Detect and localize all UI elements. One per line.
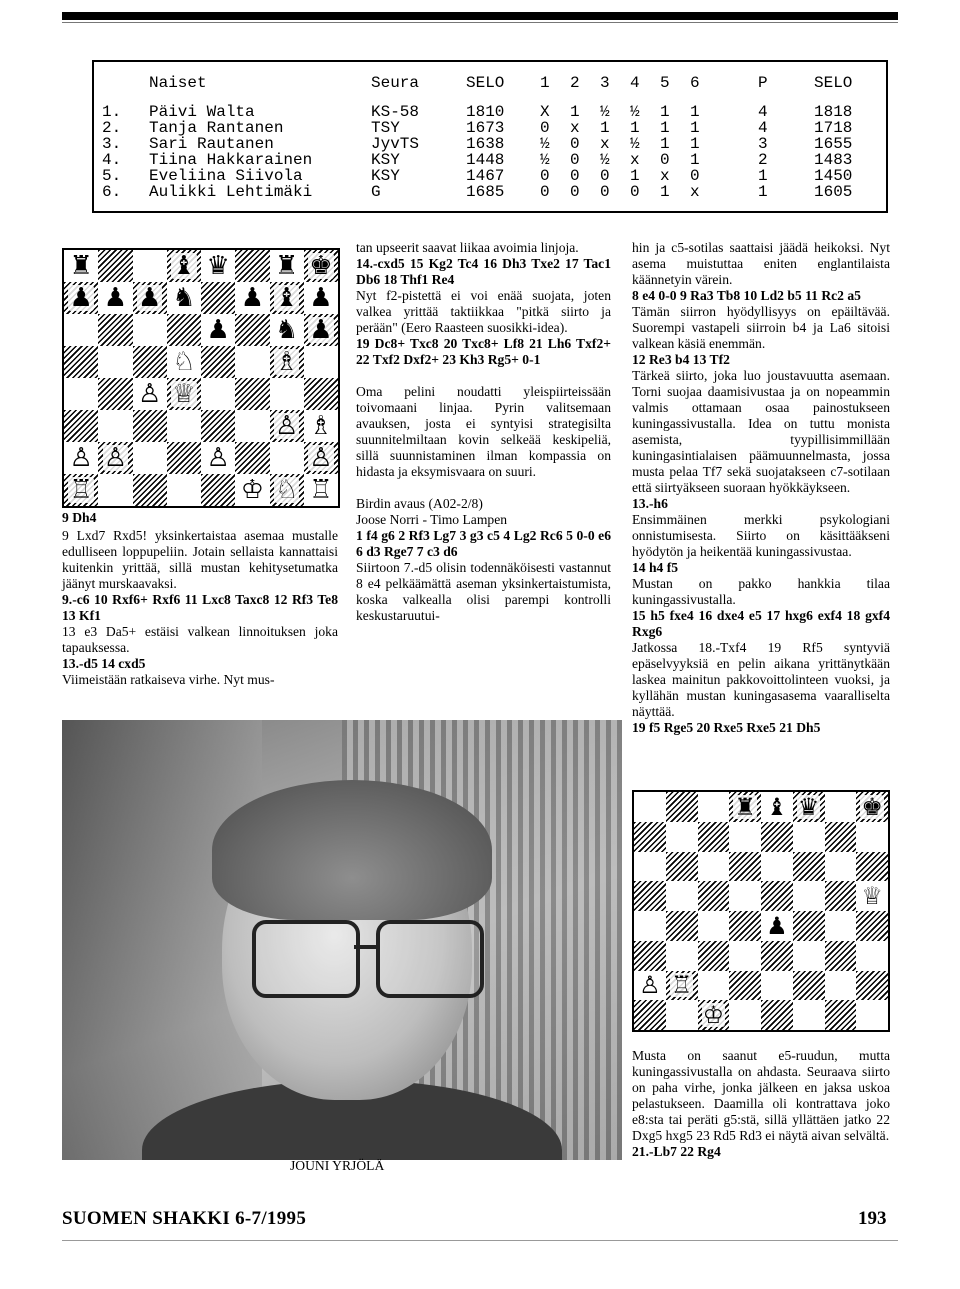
footer-magazine: SUOMEN SHAKKI 6-7/1995 — [62, 1208, 307, 1229]
chess-piece: ♟ — [206, 315, 230, 345]
photo-glasses-left — [252, 920, 360, 998]
board-square — [98, 474, 132, 506]
round-result: ½ — [630, 103, 640, 121]
round-result: 0 — [570, 167, 580, 185]
round-result: ½ — [630, 135, 640, 153]
top-rule-thin — [62, 22, 898, 23]
board-square — [64, 378, 98, 410]
chess-piece: ♜ — [274, 251, 299, 281]
round-result: 1 — [690, 103, 700, 121]
chess-piece: ♘ — [172, 347, 196, 377]
board-square — [666, 881, 698, 911]
board-square — [634, 1000, 666, 1030]
commentary-paragraph: Tämän siirron hyödyllisyys on epäiltävää. Suorempi vastapeli siirroin b4 ja La6 sitoisi valkean käsiä enemmän. — [632, 304, 890, 351]
chess-piece: ♖ — [670, 971, 693, 1000]
header-naiset: Naiset — [149, 74, 207, 92]
chess-diagram-1 — [62, 248, 340, 508]
board-square — [201, 346, 235, 378]
board-square — [201, 314, 235, 346]
row-rank: 6. — [102, 183, 122, 201]
board-square — [201, 378, 235, 410]
board-square — [666, 822, 698, 852]
commentary-paragraph: Joose Norri - Timo Lampen — [356, 512, 508, 527]
chess-diagram-2 — [632, 790, 890, 1032]
board-square — [856, 911, 888, 941]
round-result: 0 — [570, 151, 580, 169]
board-square — [793, 911, 825, 941]
board-square — [64, 282, 98, 314]
board-square — [304, 282, 338, 314]
round-result: 1 — [690, 119, 700, 137]
chess-piece: ♝ — [274, 283, 299, 313]
column-1-text — [62, 528, 338, 688]
player-club: KSY — [371, 151, 400, 169]
round-result: 1 — [600, 119, 610, 137]
standings-table — [92, 60, 888, 213]
round-result: 1 — [690, 135, 700, 153]
player-name: Tiina Hakkarainen — [149, 151, 313, 169]
chess-piece: ♖ — [309, 475, 333, 505]
board-square — [167, 442, 201, 474]
chess-piece: ♗ — [309, 411, 333, 441]
chess-piece: ♟ — [137, 283, 162, 313]
board-square — [793, 941, 825, 971]
board-square — [729, 822, 761, 852]
column-3-text — [632, 240, 890, 736]
board-square — [729, 941, 761, 971]
board-square — [761, 792, 793, 822]
chess-piece: ♜ — [69, 251, 93, 281]
board-square — [761, 941, 793, 971]
board-square — [133, 378, 167, 410]
board-square — [304, 410, 338, 442]
board-square — [270, 282, 304, 314]
round-result: 1 — [630, 167, 640, 185]
move-sequence: 19 f5 Rge5 20 Rxe5 Rxe5 21 Dh5 — [632, 720, 821, 735]
player-selo: 1448 — [466, 151, 505, 169]
chess-piece: ♙ — [69, 443, 93, 473]
commentary-paragraph: 13 e3 Da5+ estäisi valkean linnoituksen joka tapauksessa. — [62, 624, 338, 655]
row-rank: 2. — [102, 119, 122, 137]
round-result: 0 — [600, 167, 610, 185]
player-selo: 1685 — [466, 183, 505, 201]
board-square — [167, 282, 201, 314]
board-square — [270, 346, 304, 378]
chess-piece: ♘ — [274, 475, 299, 505]
board-square — [698, 971, 730, 1001]
board-square — [98, 282, 132, 314]
move-sequence: 15 h5 fxe4 16 dxe4 e5 17 hxg6 exf4 18 gxf4 Rxg6 — [632, 608, 890, 639]
commentary-paragraph: Tärkeä siirto, joka luo joustavuutta asemaan. Torni suojaa daamisivustaa ja on nopeammin valmis ottamaan osaa painostukseen kuningassivustalla. Idea on tuttu monista asemista, tyypillisimmillään kuningasintialaisen päämuunnelmasta, jossa musta pelaa Tf7 sekä suojatakseen c7-sotilaan että siirtyäkseen suoraan hyökkäykseen. — [632, 368, 890, 495]
board-square — [793, 881, 825, 911]
board-square — [167, 410, 201, 442]
board-square — [270, 474, 304, 506]
commentary-paragraph: Siirtoon 7.-d5 olisin todennäköisesti vastannut 8 e4 pelkäämättä aseman yksinkertaistumista, koska valkealla olisi parempi kontrolli keskustaruutui- — [356, 560, 611, 623]
player-club: KSY — [371, 167, 400, 185]
board-square — [825, 911, 857, 941]
board-square — [98, 410, 132, 442]
board-square — [133, 282, 167, 314]
board-square — [729, 852, 761, 882]
board-square — [167, 314, 201, 346]
board-square — [634, 792, 666, 822]
board-square — [761, 822, 793, 852]
board-square — [201, 410, 235, 442]
commentary-paragraph: Nyt f2-pistettä ei voi enää suojata, joten valkea yrittää taktiikkaa "pitkä siirto ja perään" (Eero Raasteen suosikki-idea). — [356, 288, 611, 335]
board-square — [133, 346, 167, 378]
round-result: x — [600, 135, 610, 153]
chess-piece: ♞ — [172, 283, 196, 313]
board-square — [793, 792, 825, 822]
header-r4: 4 — [630, 74, 640, 92]
board-square — [666, 971, 698, 1001]
player-points: 1 — [758, 183, 768, 201]
chess-piece: ♚ — [309, 251, 333, 281]
board-square — [133, 442, 167, 474]
player-club: JyvTS — [371, 135, 420, 153]
round-result: ½ — [540, 135, 550, 153]
board-square — [666, 941, 698, 971]
chess-piece: ♙ — [206, 443, 230, 473]
player-selo: 1810 — [466, 103, 505, 121]
player-points: 4 — [758, 103, 768, 121]
board-square — [167, 378, 201, 410]
board-square — [304, 346, 338, 378]
board-square — [698, 911, 730, 941]
board-square — [729, 1000, 761, 1030]
chess-piece: ♖ — [69, 475, 93, 505]
header-selo-new: SELO — [814, 74, 853, 92]
round-result: 0 — [630, 183, 640, 201]
chess-piece: ♞ — [274, 315, 299, 345]
photo-glasses-bridge — [354, 945, 376, 949]
board-square — [793, 852, 825, 882]
board-square — [698, 941, 730, 971]
move-sequence: 1 f4 g6 2 Rf3 Lg7 3 g3 c5 4 Lg2 Rc6 5 0-0 e6 6 d3 Rge7 7 c3 d6 — [356, 528, 611, 559]
round-result: 0 — [570, 135, 580, 153]
round-result: 1 — [630, 119, 640, 137]
header-r2: 2 — [570, 74, 580, 92]
board-square — [235, 282, 269, 314]
board-square — [98, 314, 132, 346]
header-r1: 1 — [540, 74, 550, 92]
player-points: 1 — [758, 167, 768, 185]
commentary-paragraph: tan upseerit saavat liikaa avoimia linjoja. — [356, 240, 579, 255]
round-result: ½ — [540, 151, 550, 169]
board-square — [666, 792, 698, 822]
row-rank: 3. — [102, 135, 122, 153]
commentary-paragraph: hin ja c5-sotilas saattaisi jäädä heikoksi. Nyt asema muistuttaa eniten englantilaista käännetyin värein. — [632, 240, 890, 287]
player-points: 2 — [758, 151, 768, 169]
commentary-paragraph: Jatkossa 18.-Txf4 19 Rf5 syntyviä epäselvyyksiä en pelin aikana yrittänytkään laskea mainitun pakkovoittolinteen vuoksi, ja kyllähän mustan kuningasasema vaaralliselta näyttää. — [632, 640, 890, 719]
board-square — [698, 1000, 730, 1030]
round-result: 0 — [570, 183, 580, 201]
player-club: TSY — [371, 119, 400, 137]
round-result: 1 — [660, 119, 670, 137]
board-square — [729, 971, 761, 1001]
board-square — [64, 314, 98, 346]
commentary-paragraph: Mustan on pakko hankkia tilaa kuningassivustalla. — [632, 576, 890, 607]
board-square — [133, 250, 167, 282]
chess-piece: ♟ — [309, 315, 333, 345]
board-square — [666, 852, 698, 882]
move-sequence: 9.-c6 10 Rxf6+ Rxf6 11 Lxc8 Taxc8 12 Rf3 Te8 13 Kf1 — [62, 592, 338, 623]
player-selo: 1673 — [466, 119, 505, 137]
board-square — [64, 474, 98, 506]
player-club: G — [371, 183, 381, 201]
board-square — [856, 971, 888, 1001]
round-result: 1 — [660, 183, 670, 201]
board-square — [235, 378, 269, 410]
round-result: 0 — [690, 167, 700, 185]
board-square — [825, 971, 857, 1001]
chess-piece: ♕ — [172, 379, 196, 409]
board-square — [201, 474, 235, 506]
board-square — [64, 442, 98, 474]
board-square — [825, 941, 857, 971]
commentary-paragraph — [356, 368, 611, 384]
board-square — [201, 250, 235, 282]
diagram-1-caption: 9 Dh4 — [62, 510, 97, 525]
player-selo-new: 1655 — [814, 135, 853, 153]
player-name: Sari Rautanen — [149, 135, 274, 153]
move-sequence: 12 Re3 b4 13 Tf2 — [632, 352, 730, 367]
round-result: 0 — [540, 119, 550, 137]
row-rank: 4. — [102, 151, 122, 169]
row-rank: 5. — [102, 167, 122, 185]
board-square — [698, 881, 730, 911]
board-square — [98, 378, 132, 410]
player-name: Eveliina Siivola — [149, 167, 303, 185]
board-square — [167, 250, 201, 282]
chess-piece: ♛ — [797, 792, 820, 821]
commentary-paragraph: Viimeistään ratkaiseva virhe. Nyt mus- — [62, 672, 275, 687]
chess-piece: ♝ — [766, 792, 788, 821]
round-result: 0 — [540, 167, 550, 185]
chess-piece: ♛ — [206, 251, 230, 281]
board-square — [98, 250, 132, 282]
player-selo-new: 1605 — [814, 183, 853, 201]
board-square — [698, 852, 730, 882]
board-square — [761, 881, 793, 911]
player-selo-new: 1718 — [814, 119, 853, 137]
round-result: x — [690, 183, 700, 201]
round-result: x — [570, 119, 580, 137]
board-square — [856, 941, 888, 971]
player-selo-new: 1483 — [814, 151, 853, 169]
player-name: Päivi Walta — [149, 103, 255, 121]
move-sequence: 13.-d5 14 cxd5 — [62, 656, 146, 671]
commentary-paragraph: Ensimmäinen merkki psykologiani onnistumisesta. Siirto on käsittääkseni hyödytön ja heikentää kuningassivustaa. — [632, 512, 890, 559]
round-result: 0 — [600, 183, 610, 201]
board-square — [304, 314, 338, 346]
board-square — [133, 314, 167, 346]
commentary-paragraph: Oma pelini noudatti yleispiirteissään toivomaani linjaa. Pyrin valitsemaan avauksen, josta ei syntyisi strategisilta suunnitelmiltaan kovin selkeää keskipeliä, sillä suunnistaminen ilman kompassia on hidasta ja eksymisvaara on suuri. — [356, 384, 611, 479]
round-result: X — [540, 103, 550, 121]
board-square — [270, 442, 304, 474]
chess-piece: ♙ — [137, 379, 162, 409]
commentary-paragraph: Musta on saanut e5-ruudun, mutta kuningassivustalla on ahdasta. Seuraava siirto on paha virhe, jonka jälkeen en jaksa uskoa pelastukseen. Daamilla oli kontrattava joko e8:sta tai peräti g5:stä, sillä yllättäen jatko 22 Dxg5 hxg5 23 Rd5 Rd3 ei näytä aivan selvältä. — [632, 1048, 890, 1143]
board-square — [856, 852, 888, 882]
commentary-paragraph: Birdin avaus (A02-2/8) — [356, 496, 483, 511]
board-square — [761, 1000, 793, 1030]
player-selo-new: 1818 — [814, 103, 853, 121]
board-square — [304, 378, 338, 410]
chess-piece: ♟ — [69, 283, 93, 313]
board-square — [793, 822, 825, 852]
board-square — [201, 442, 235, 474]
round-result: ½ — [600, 103, 610, 121]
player-points: 3 — [758, 135, 768, 153]
bottom-rule — [62, 1240, 898, 1241]
board-square — [201, 282, 235, 314]
header-seura: Seura — [371, 74, 420, 92]
board-square — [761, 852, 793, 882]
move-sequence: 14 h4 f5 — [632, 560, 679, 575]
player-selo-new: 1450 — [814, 167, 853, 185]
move-sequence: 14.-cxd5 15 Kg2 Tc4 16 Dh3 Txe2 17 Tac1 Db6 18 Thf1 Re4 — [356, 256, 611, 287]
footer-page-number: 193 — [858, 1208, 887, 1229]
chess-piece: ♙ — [309, 443, 333, 473]
board-square — [666, 1000, 698, 1030]
round-result: 0 — [660, 151, 670, 169]
move-sequence: 8 e4 0-0 9 Ra3 Tb8 10 Ld2 b5 11 Rc2 a5 — [632, 288, 861, 303]
round-result: ½ — [600, 151, 610, 169]
round-result: 0 — [540, 183, 550, 201]
player-points: 4 — [758, 119, 768, 137]
player-name: Aulikki Lehtimäki — [149, 183, 313, 201]
board-square — [270, 250, 304, 282]
board-square — [133, 474, 167, 506]
board-square — [761, 911, 793, 941]
board-square — [729, 792, 761, 822]
commentary-paragraph — [356, 480, 611, 496]
board-square — [825, 881, 857, 911]
photo-glasses-right — [376, 920, 484, 998]
board-square — [698, 822, 730, 852]
board-square — [634, 822, 666, 852]
board-square — [235, 442, 269, 474]
chess-piece: ♟ — [240, 283, 265, 313]
round-result: 1 — [690, 151, 700, 169]
board-square — [270, 410, 304, 442]
board-square — [270, 314, 304, 346]
chess-piece: ♜ — [734, 792, 756, 821]
board-square — [761, 971, 793, 1001]
board-square — [167, 346, 201, 378]
board-square — [698, 792, 730, 822]
player-club: KS-58 — [371, 103, 420, 121]
board-square — [634, 971, 666, 1001]
chess-piece: ♟ — [309, 283, 333, 313]
board-square — [235, 410, 269, 442]
header-r5: 5 — [660, 74, 670, 92]
player-selo: 1467 — [466, 167, 505, 185]
header-r6: 6 — [690, 74, 700, 92]
round-result: x — [660, 167, 670, 185]
board-square — [167, 474, 201, 506]
board-square — [304, 442, 338, 474]
move-sequence: 21.-Lb7 22 Rg4 — [632, 1144, 721, 1159]
board-square — [235, 314, 269, 346]
board-square — [729, 881, 761, 911]
board-square — [98, 442, 132, 474]
board-square — [235, 346, 269, 378]
board-square — [304, 250, 338, 282]
row-rank: 1. — [102, 103, 122, 121]
chess-piece: ♙ — [639, 971, 661, 1000]
round-result: 1 — [660, 135, 670, 153]
chess-piece: ♚ — [861, 792, 883, 821]
board-square — [634, 881, 666, 911]
board-square — [825, 852, 857, 882]
player-selo: 1638 — [466, 135, 505, 153]
board-square — [729, 911, 761, 941]
header-selo: SELO — [466, 74, 505, 92]
header-points: P — [758, 74, 768, 92]
board-square — [235, 474, 269, 506]
board-square — [133, 410, 167, 442]
board-square — [634, 941, 666, 971]
chess-piece: ♟ — [766, 911, 788, 940]
board-square — [825, 792, 857, 822]
photo-caption: JOUNI YRJÖLÄ — [290, 1158, 385, 1173]
player-photo — [62, 720, 622, 1160]
board-square — [634, 911, 666, 941]
board-square — [64, 346, 98, 378]
board-square — [304, 474, 338, 506]
move-sequence: 13.-h6 — [632, 496, 668, 511]
column-3-lower-text — [632, 1048, 890, 1160]
chess-piece: ♔ — [240, 475, 265, 505]
chess-piece: ♙ — [103, 443, 128, 473]
board-square — [98, 346, 132, 378]
board-square — [856, 1000, 888, 1030]
board-square — [793, 971, 825, 1001]
chess-piece: ♟ — [103, 283, 128, 313]
board-square — [235, 250, 269, 282]
board-square — [856, 792, 888, 822]
chess-piece: ♕ — [861, 882, 883, 911]
board-square — [856, 822, 888, 852]
top-rule — [62, 12, 898, 20]
board-square — [666, 911, 698, 941]
board-square — [64, 250, 98, 282]
column-2-text — [356, 240, 611, 624]
round-result: x — [630, 151, 640, 169]
round-result: 1 — [660, 103, 670, 121]
player-name: Tanja Rantanen — [149, 119, 284, 137]
chess-piece: ♙ — [274, 411, 299, 441]
board-square — [270, 378, 304, 410]
move-sequence: 19 Dc8+ Txc8 20 Txc8+ Lf8 21 Lh6 Txf2+ 22 Txf2 Dxf2+ 23 Kh3 Rg5+ 0-1 — [356, 336, 611, 367]
chess-piece: ♗ — [274, 347, 299, 377]
chess-piece: ♝ — [172, 251, 196, 281]
board-square — [634, 852, 666, 882]
photo-hair — [212, 780, 492, 920]
header-r3: 3 — [600, 74, 610, 92]
board-square — [793, 1000, 825, 1030]
commentary-paragraph: 9 Lxd7 Rxd5! yksinkertaistaa asemaa mustalle edulliseen loppupeliin. Jotain sellaista kannattaisi kuitenkin yrittää, sillä mustan kehitysetumatka jäänyt murskaavaksi. — [62, 528, 338, 591]
board-square — [825, 1000, 857, 1030]
board-square — [825, 822, 857, 852]
round-result: 1 — [570, 103, 580, 121]
board-square — [64, 410, 98, 442]
board-square — [856, 881, 888, 911]
chess-piece: ♔ — [702, 1001, 725, 1030]
